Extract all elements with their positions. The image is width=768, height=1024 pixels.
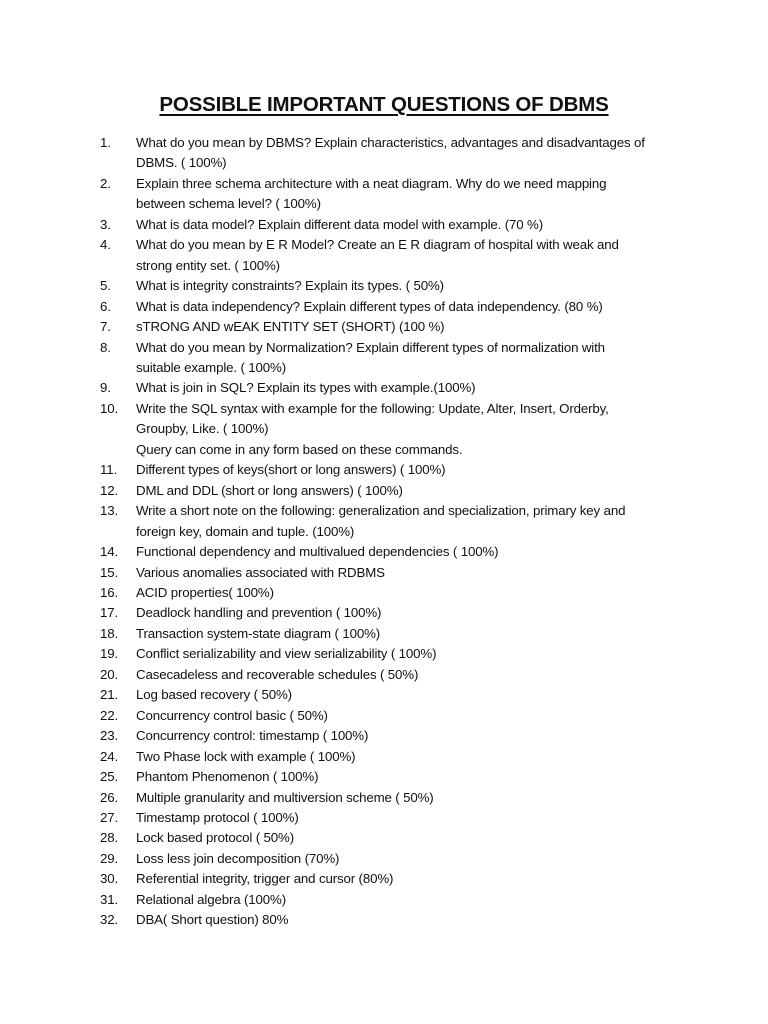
question-text-line: Relational algebra (100%) xyxy=(136,891,286,907)
question-item xyxy=(0,726,676,746)
question-item xyxy=(0,624,676,644)
question-number: 28. xyxy=(100,830,119,846)
question-number: 7. xyxy=(100,319,111,335)
question-number: 26. xyxy=(100,789,119,805)
question-number: 17. xyxy=(100,605,119,621)
question-item xyxy=(0,501,676,542)
question-item xyxy=(0,828,676,848)
question-text-line: Conflict serializability and view serializability ( 100%) xyxy=(136,646,437,662)
question-item xyxy=(0,685,676,705)
question-text-line: between schema level? ( 100%) xyxy=(136,196,321,212)
question-item xyxy=(0,788,676,808)
question-item xyxy=(0,910,676,930)
question-number: 12. xyxy=(100,482,119,498)
question-item xyxy=(0,276,676,296)
question-text-line: strong entity set. ( 100%) xyxy=(136,257,280,273)
question-text-line: DML and DDL (short or long answers) ( 100%) xyxy=(136,482,403,498)
question-item xyxy=(0,542,676,562)
question-item xyxy=(0,583,676,603)
question-number: 13. xyxy=(100,503,119,519)
question-item xyxy=(0,338,676,379)
question-number: 9. xyxy=(100,380,111,396)
question-text-line: Explain three schema architecture with a neat diagram. Why do we need mapping xyxy=(136,175,607,191)
question-text-line: Lock based protocol ( 50%) xyxy=(136,830,294,846)
question-item xyxy=(0,174,676,215)
question-item xyxy=(0,808,676,828)
question-number: 22. xyxy=(100,707,119,723)
question-item xyxy=(0,665,676,685)
question-item xyxy=(0,317,676,337)
question-text-line: What is data model? Explain different data model with example. (70 %) xyxy=(136,216,543,232)
question-item xyxy=(0,767,676,787)
question-text-line: Phantom Phenomenon ( 100%) xyxy=(136,769,319,785)
question-item xyxy=(0,297,676,317)
question-number: 25. xyxy=(100,769,119,785)
question-item xyxy=(0,460,676,480)
question-text-line: Different types of keys(short or long answers) ( 100%) xyxy=(136,462,446,478)
question-item xyxy=(0,378,676,398)
question-item xyxy=(0,215,676,235)
question-text-line: What do you mean by E R Model? Create an E R diagram of hospital with weak and xyxy=(136,237,619,253)
question-text-line: Concurrency control: timestamp ( 100%) xyxy=(136,728,369,744)
question-number: 32. xyxy=(100,912,119,928)
question-number: 8. xyxy=(100,339,111,355)
question-item xyxy=(0,890,676,910)
question-number: 14. xyxy=(100,544,119,560)
question-number: 1. xyxy=(100,135,111,150)
question-text-line: Write the SQL syntax with example for the following: Update, Alter, Insert, Orderby, xyxy=(136,400,609,416)
question-number: 19. xyxy=(100,646,119,662)
question-number: 2. xyxy=(100,175,111,191)
question-item xyxy=(0,603,676,623)
question-text-line: What is join in SQL? Explain its types with example.(100%) xyxy=(136,380,476,396)
question-number: 4. xyxy=(100,237,111,253)
question-item xyxy=(0,644,676,664)
question-text-line: sTRONG AND wEAK ENTITY SET (SHORT) (100 %) xyxy=(136,319,445,335)
question-number: 11. xyxy=(100,462,118,478)
question-text-line: Transaction system-state diagram ( 100%) xyxy=(136,625,381,641)
question-number: 5. xyxy=(100,278,111,294)
question-text-line: What is integrity constraints? Explain its types. ( 50%) xyxy=(136,278,444,294)
question-item xyxy=(0,481,676,501)
question-item xyxy=(0,706,676,726)
question-item xyxy=(0,747,676,767)
question-item xyxy=(0,563,676,583)
question-text-line: foreign key, domain and tuple. (100%) xyxy=(136,523,355,539)
question-text-line: DBMS. ( 100%) xyxy=(136,155,227,171)
question-text-line: suitable example. ( 100%) xyxy=(136,359,286,375)
question-text-line: What is data independency? Explain different types of data independency. (80 %) xyxy=(136,298,603,314)
question-text-line: Concurrency control basic ( 50%) xyxy=(136,707,328,723)
question-text-line: What do you mean by Normalization? Explain different types of normalization with xyxy=(136,339,605,355)
question-number: 18. xyxy=(100,625,119,641)
question-number: 23. xyxy=(100,728,119,744)
question-text-line: Casecadeless and recoverable schedules ( 50%) xyxy=(136,666,419,682)
question-item xyxy=(0,133,676,174)
question-text-line: What do you mean by DBMS? Explain characteristics, advantages and disadvantages of xyxy=(136,135,645,150)
question-number: 16. xyxy=(100,584,119,600)
question-text-line: Loss less join decomposition (70%) xyxy=(136,850,340,866)
question-number: 20. xyxy=(100,666,119,682)
page-title: POSSIBLE IMPORTANT QUESTIONS OF DBMS xyxy=(159,93,609,116)
question-text-line: Functional dependency and multivalued dependencies ( 100%) xyxy=(136,544,499,560)
question-text-line: Deadlock handling and prevention ( 100%) xyxy=(136,605,382,621)
question-number: 15. xyxy=(100,564,119,580)
question-item xyxy=(0,235,676,276)
question-text-line: Groupby, Like. ( 100%) xyxy=(136,421,269,437)
question-number: 6. xyxy=(100,298,111,314)
question-text-line: ACID properties( 100%) xyxy=(136,584,274,600)
question-number: 3. xyxy=(100,216,111,232)
question-number: 30. xyxy=(100,871,119,887)
question-text-line: Timestamp protocol ( 100%) xyxy=(136,809,299,825)
question-item xyxy=(0,849,676,869)
question-text-line: DBA( Short question) 80% xyxy=(136,912,289,928)
question-item xyxy=(0,869,676,889)
question-text-line: Various anomalies associated with RDBMS xyxy=(136,564,385,580)
question-text-line: Query can come in any form based on these commands. xyxy=(136,441,463,457)
question-list xyxy=(0,133,768,931)
question-text-line: Multiple granularity and multiversion scheme ( 50%) xyxy=(136,789,434,805)
question-number: 31. xyxy=(100,891,119,907)
question-number: 24. xyxy=(100,748,119,764)
question-text-line: Write a short note on the following: generalization and specialization, primary key and xyxy=(136,503,626,519)
question-number: 10. xyxy=(100,400,119,416)
question-text-line: Log based recovery ( 50%) xyxy=(136,687,292,703)
question-number: 27. xyxy=(100,809,119,825)
question-number: 21. xyxy=(100,687,119,703)
question-text-line: Two Phase lock with example ( 100%) xyxy=(136,748,356,764)
question-number: 29. xyxy=(100,850,119,866)
question-item xyxy=(0,399,676,460)
question-text-line: Referential integrity, trigger and cursor (80%) xyxy=(136,871,394,887)
